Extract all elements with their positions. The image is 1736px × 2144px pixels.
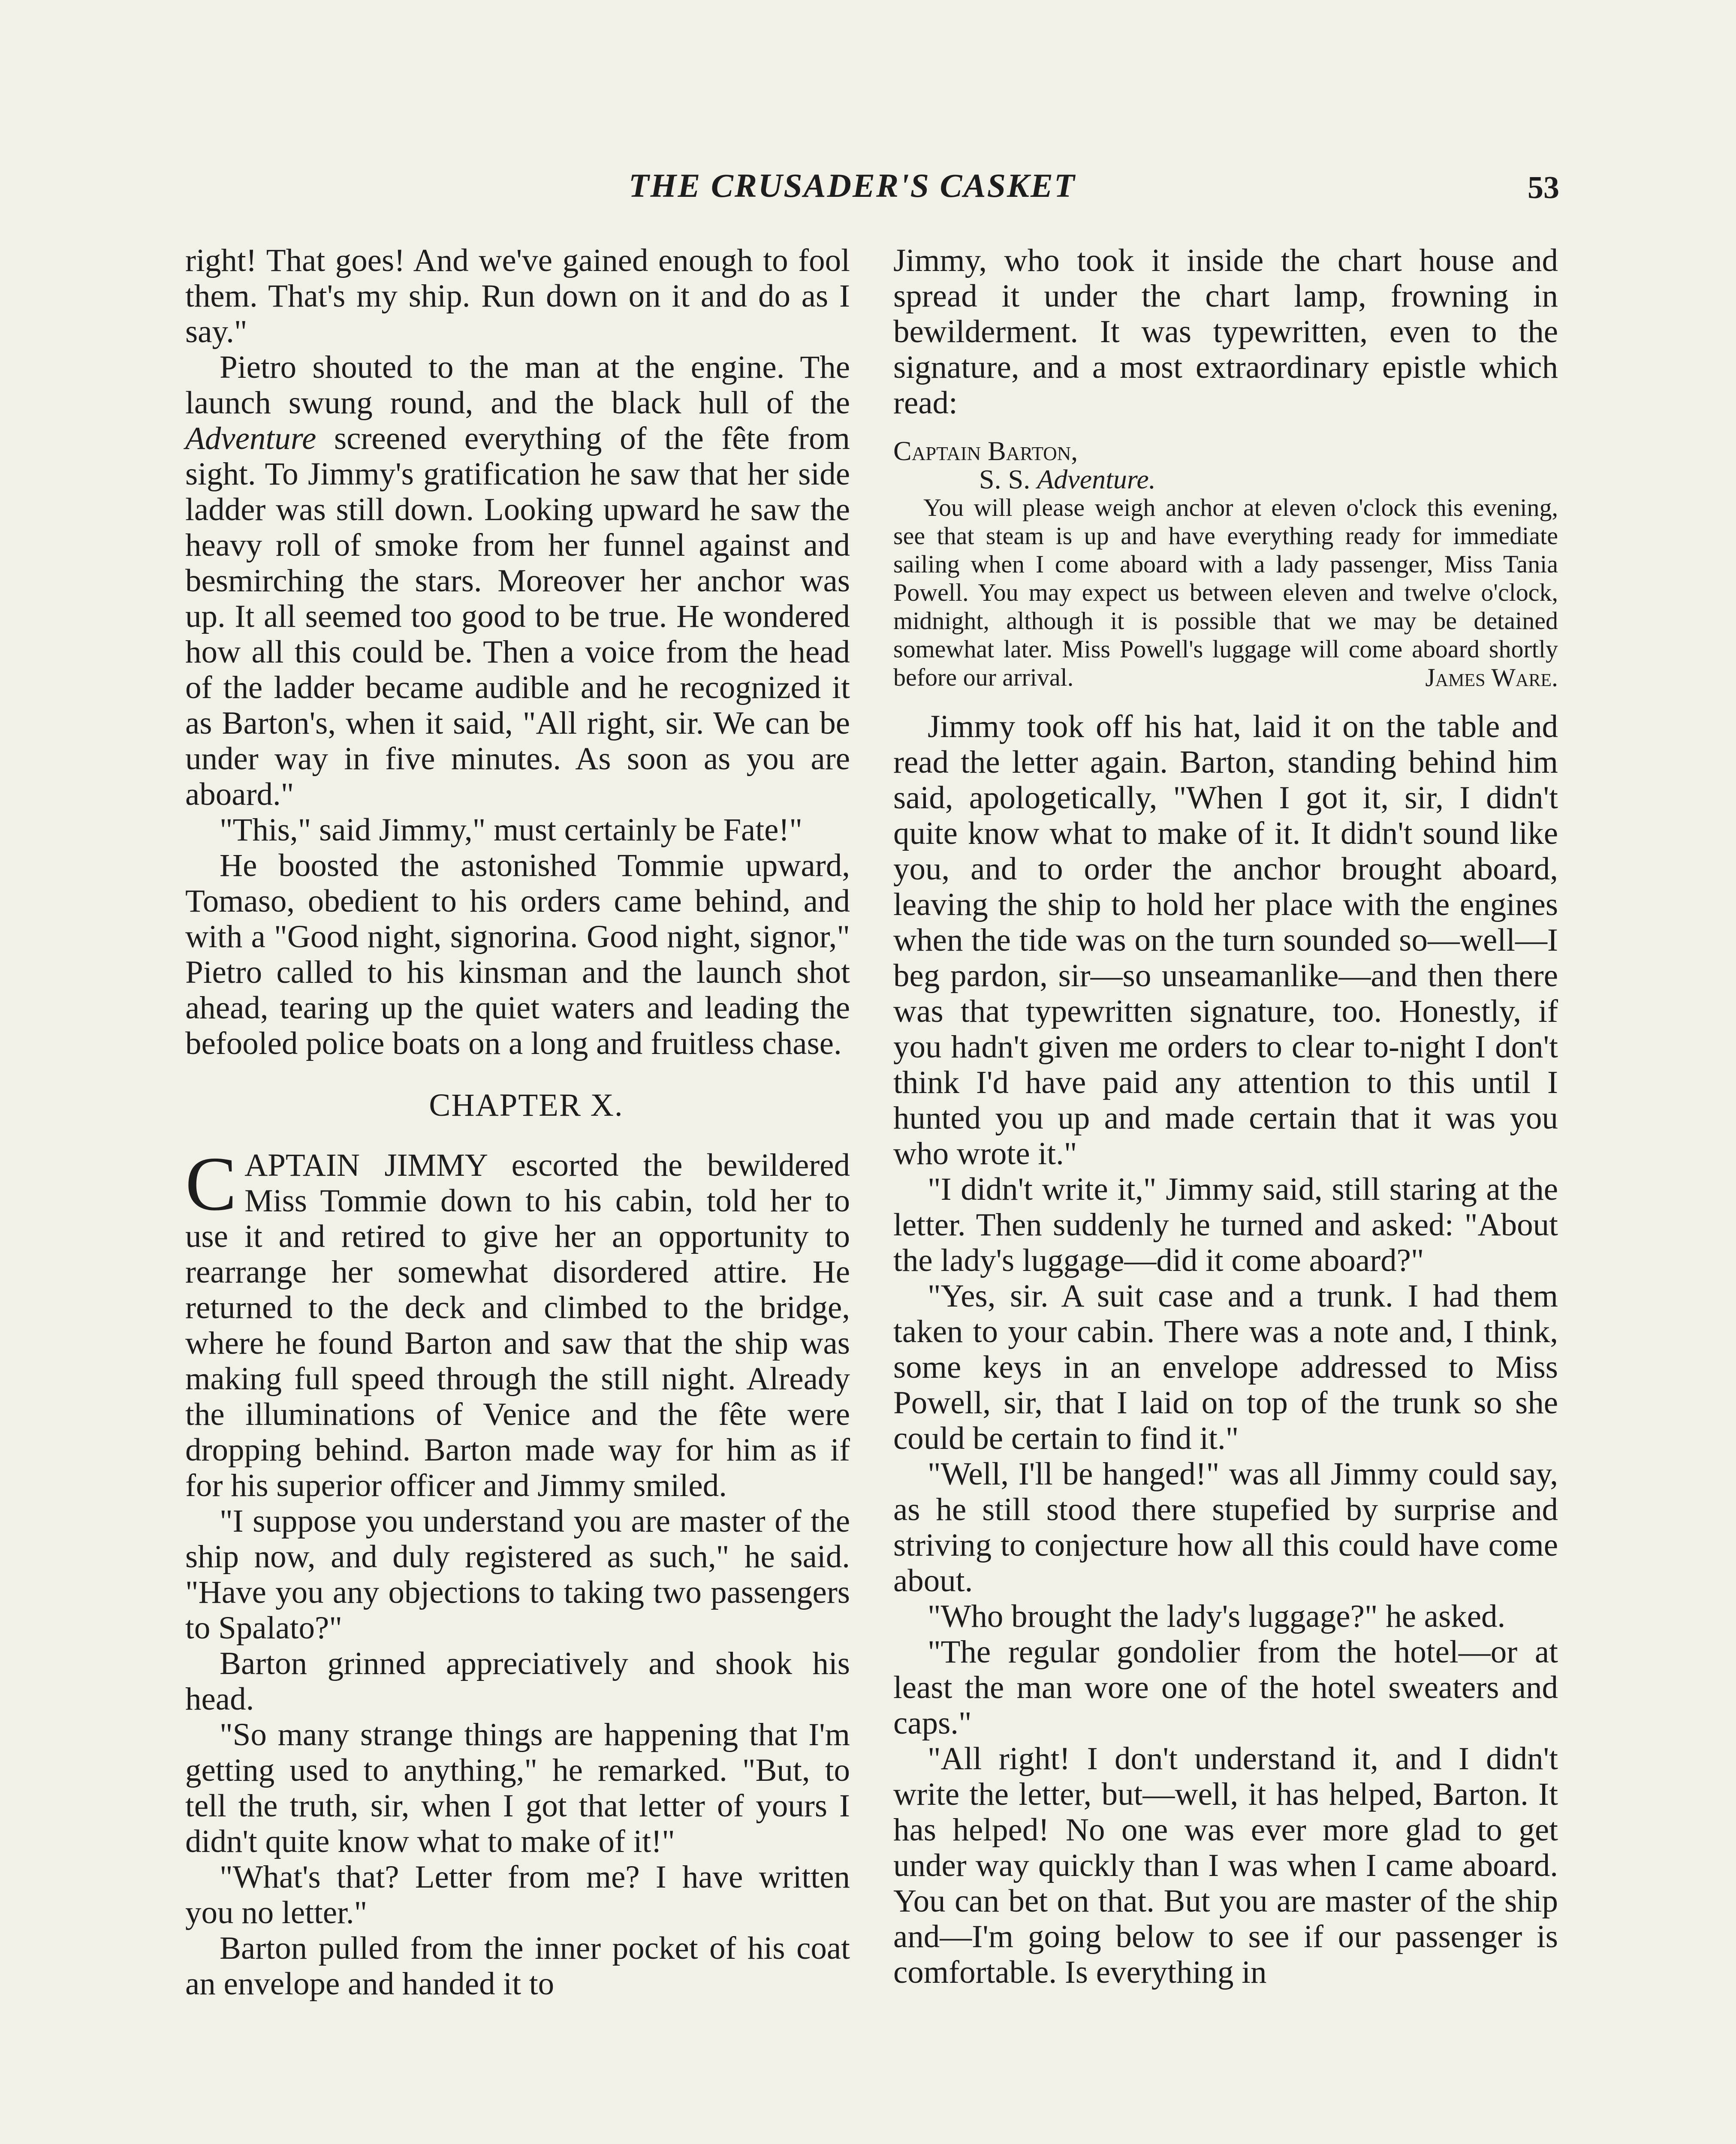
paragraph-text: The launch swung round, and the black hull of the bbox=[185, 349, 850, 421]
ship-name: Adventure bbox=[185, 421, 316, 456]
paragraph: "The regular gondolier from the hotel—or at least the man wore one of the hotel sweaters and caps." bbox=[893, 1634, 1558, 1741]
chapter-opening-paragraph bbox=[185, 1141, 850, 1503]
paragraph: "This," said Jimmy," must certainly be Fate!" bbox=[220, 812, 803, 848]
paragraph: "Yes, sir. A suit case and a trunk. I had them taken to your cabin. There was a note and, I think, some keys in an envelope addressed to Miss Powell, sir, that I laid on top of the trunk so she could be certain to find it." bbox=[893, 1278, 1558, 1456]
paragraph: "I didn't write it," Jimmy said, still staring at the letter. Then suddenly he turned and asked: "About the lady's luggage—did it come aboard?" bbox=[893, 1171, 1558, 1278]
paragraph: "So many strange things are happening that I'm getting used to anything," he remarked. "But, to tell the truth, sir, when I got that letter of yours I didn't quite know what to make of it!" bbox=[185, 1717, 850, 1859]
paragraph: Barton pulled from the inner pocket of his coat an envelope and handed it to bbox=[185, 1930, 850, 2002]
left-column bbox=[185, 243, 850, 2002]
letter-signature: James Ware. bbox=[1425, 663, 1558, 692]
page-number: 53 bbox=[1528, 170, 1559, 205]
paragraph: Jimmy took off his hat, laid it on the table and read the letter again. Barton, standing behind him said, apologetically, "When I got it, sir, I didn't quite know what to make of it. It didn't sound like you, and to order the anchor brought aboard, leaving the ship to hold her place with the engines when the tide was on the turn sounded so—well—I beg pardon, sir—so unseamanlike—and then there was that typewritten signature, too. Honestly, if you hadn't given me orders to clear to-night I don't think I'd have paid any attention to this until I hunted you up and made certain that it was you who wrote it." bbox=[893, 709, 1558, 1171]
drop-cap: C bbox=[185, 1141, 237, 1226]
typewritten-letter bbox=[893, 437, 1558, 692]
paragraph: right! That goes! And we've gained enough to fool them. That's my ship. Run down on it and do as I say." bbox=[185, 243, 850, 349]
paragraph: "I suppose you understand you are master of the ship now, and duly registered as such," he said. "Have you any objections to taking two passengers to Spalato?" bbox=[185, 1503, 850, 1646]
letter-addressee: Captain Barton, bbox=[893, 436, 1078, 466]
paragraph: "Well, I'll be hanged!" was all Jimmy could say, as he still stood there stupefied by surprise and striving to conjecture how all this could have come about. bbox=[893, 1456, 1558, 1599]
paragraph-text: screened everything of the fête from sight. To Jimmy's gratification he saw that her side ladder was still down. Looking upward he saw the heavy roll of smoke from her funnel against and besmirching the stars. Moreover her anchor was up. It all seemed too good to be true. He wondered how all this could be. Then a voice from the head of the ladder became audible and he recognized it as Barton's, when it said, "All right, sir. We can be under way in five minutes. As soon as you are aboard." bbox=[185, 421, 850, 812]
paragraph: He boosted the astonished Tommie upward, Tomaso, obedient to his orders came behind, and with a "Good night, signorina. Good night, signor," Pietro called to his kinsman and the launch shot ahead, tearing up the quiet waters and leading the befooled police boats on a long and fruitless chase. bbox=[185, 848, 850, 1061]
letter-body-text: You will please weigh anchor at eleven o'clock this evening, see that steam is up and have everything ready for immediate sailing when I come aboard with a lady passenger, Miss Tania Powell. You may expect us between eleven and twelve o'clock, midnight, although it is possible that we may be detained somewhat later. Miss Powell's luggage will come aboard shortly before our arrival. bbox=[893, 494, 1558, 691]
paragraph-text: APTAIN JIMMY escorted the bewildered Miss Tommie down to his cabin, told her to use it and retired to give her an opportunity to rearrange her somewhat disordered attire. He returned to the deck and climbed to the bridge, where he found Barton and saw that the ship was making full speed through the still night. Already the illuminations of Venice and the fête were dropping behind. Barton made way for him as if for his superior officer and Jimmy smiled. bbox=[185, 1147, 850, 1503]
paragraph: Jimmy, who took it inside the chart house and spread it under the chart lamp, frowning in bewilderment. It was typewritten, even to the signature, and a most extraordinary epistle which read: bbox=[893, 243, 1558, 421]
letter-ship-prefix: S. S. bbox=[979, 464, 1031, 494]
paragraph: "All right! I don't understand it, and I didn't write the letter, but—well, it has helped, Barton. It has helped! No one was ever more glad to get under way quickly than I was when I came aboard. You can bet on that. But you are master of the ship and—I'm going below to see if our passenger is comfortable. Is everything in bbox=[893, 1741, 1558, 1990]
running-title: THE CRUSADER'S CASKET bbox=[629, 167, 1076, 204]
letter-ship-name: Adventure. bbox=[1037, 464, 1156, 494]
chapter-heading: CHAPTER X. bbox=[429, 1087, 624, 1123]
paragraph-lead: Pietro shouted to the man at the engine. bbox=[220, 349, 785, 385]
letter-ship bbox=[893, 465, 1558, 494]
paragraph: "What's that? Letter from me? I have written you no letter." bbox=[185, 1859, 850, 1930]
paragraph bbox=[185, 349, 850, 812]
running-header bbox=[0, 166, 1736, 209]
paragraph: "Who brought the lady's luggage?" he asked. bbox=[928, 1599, 1506, 1634]
paragraph: Barton grinned appreciatively and shook his head. bbox=[185, 1646, 850, 1717]
right-column bbox=[893, 243, 1558, 1990]
letter-body bbox=[893, 494, 1558, 692]
